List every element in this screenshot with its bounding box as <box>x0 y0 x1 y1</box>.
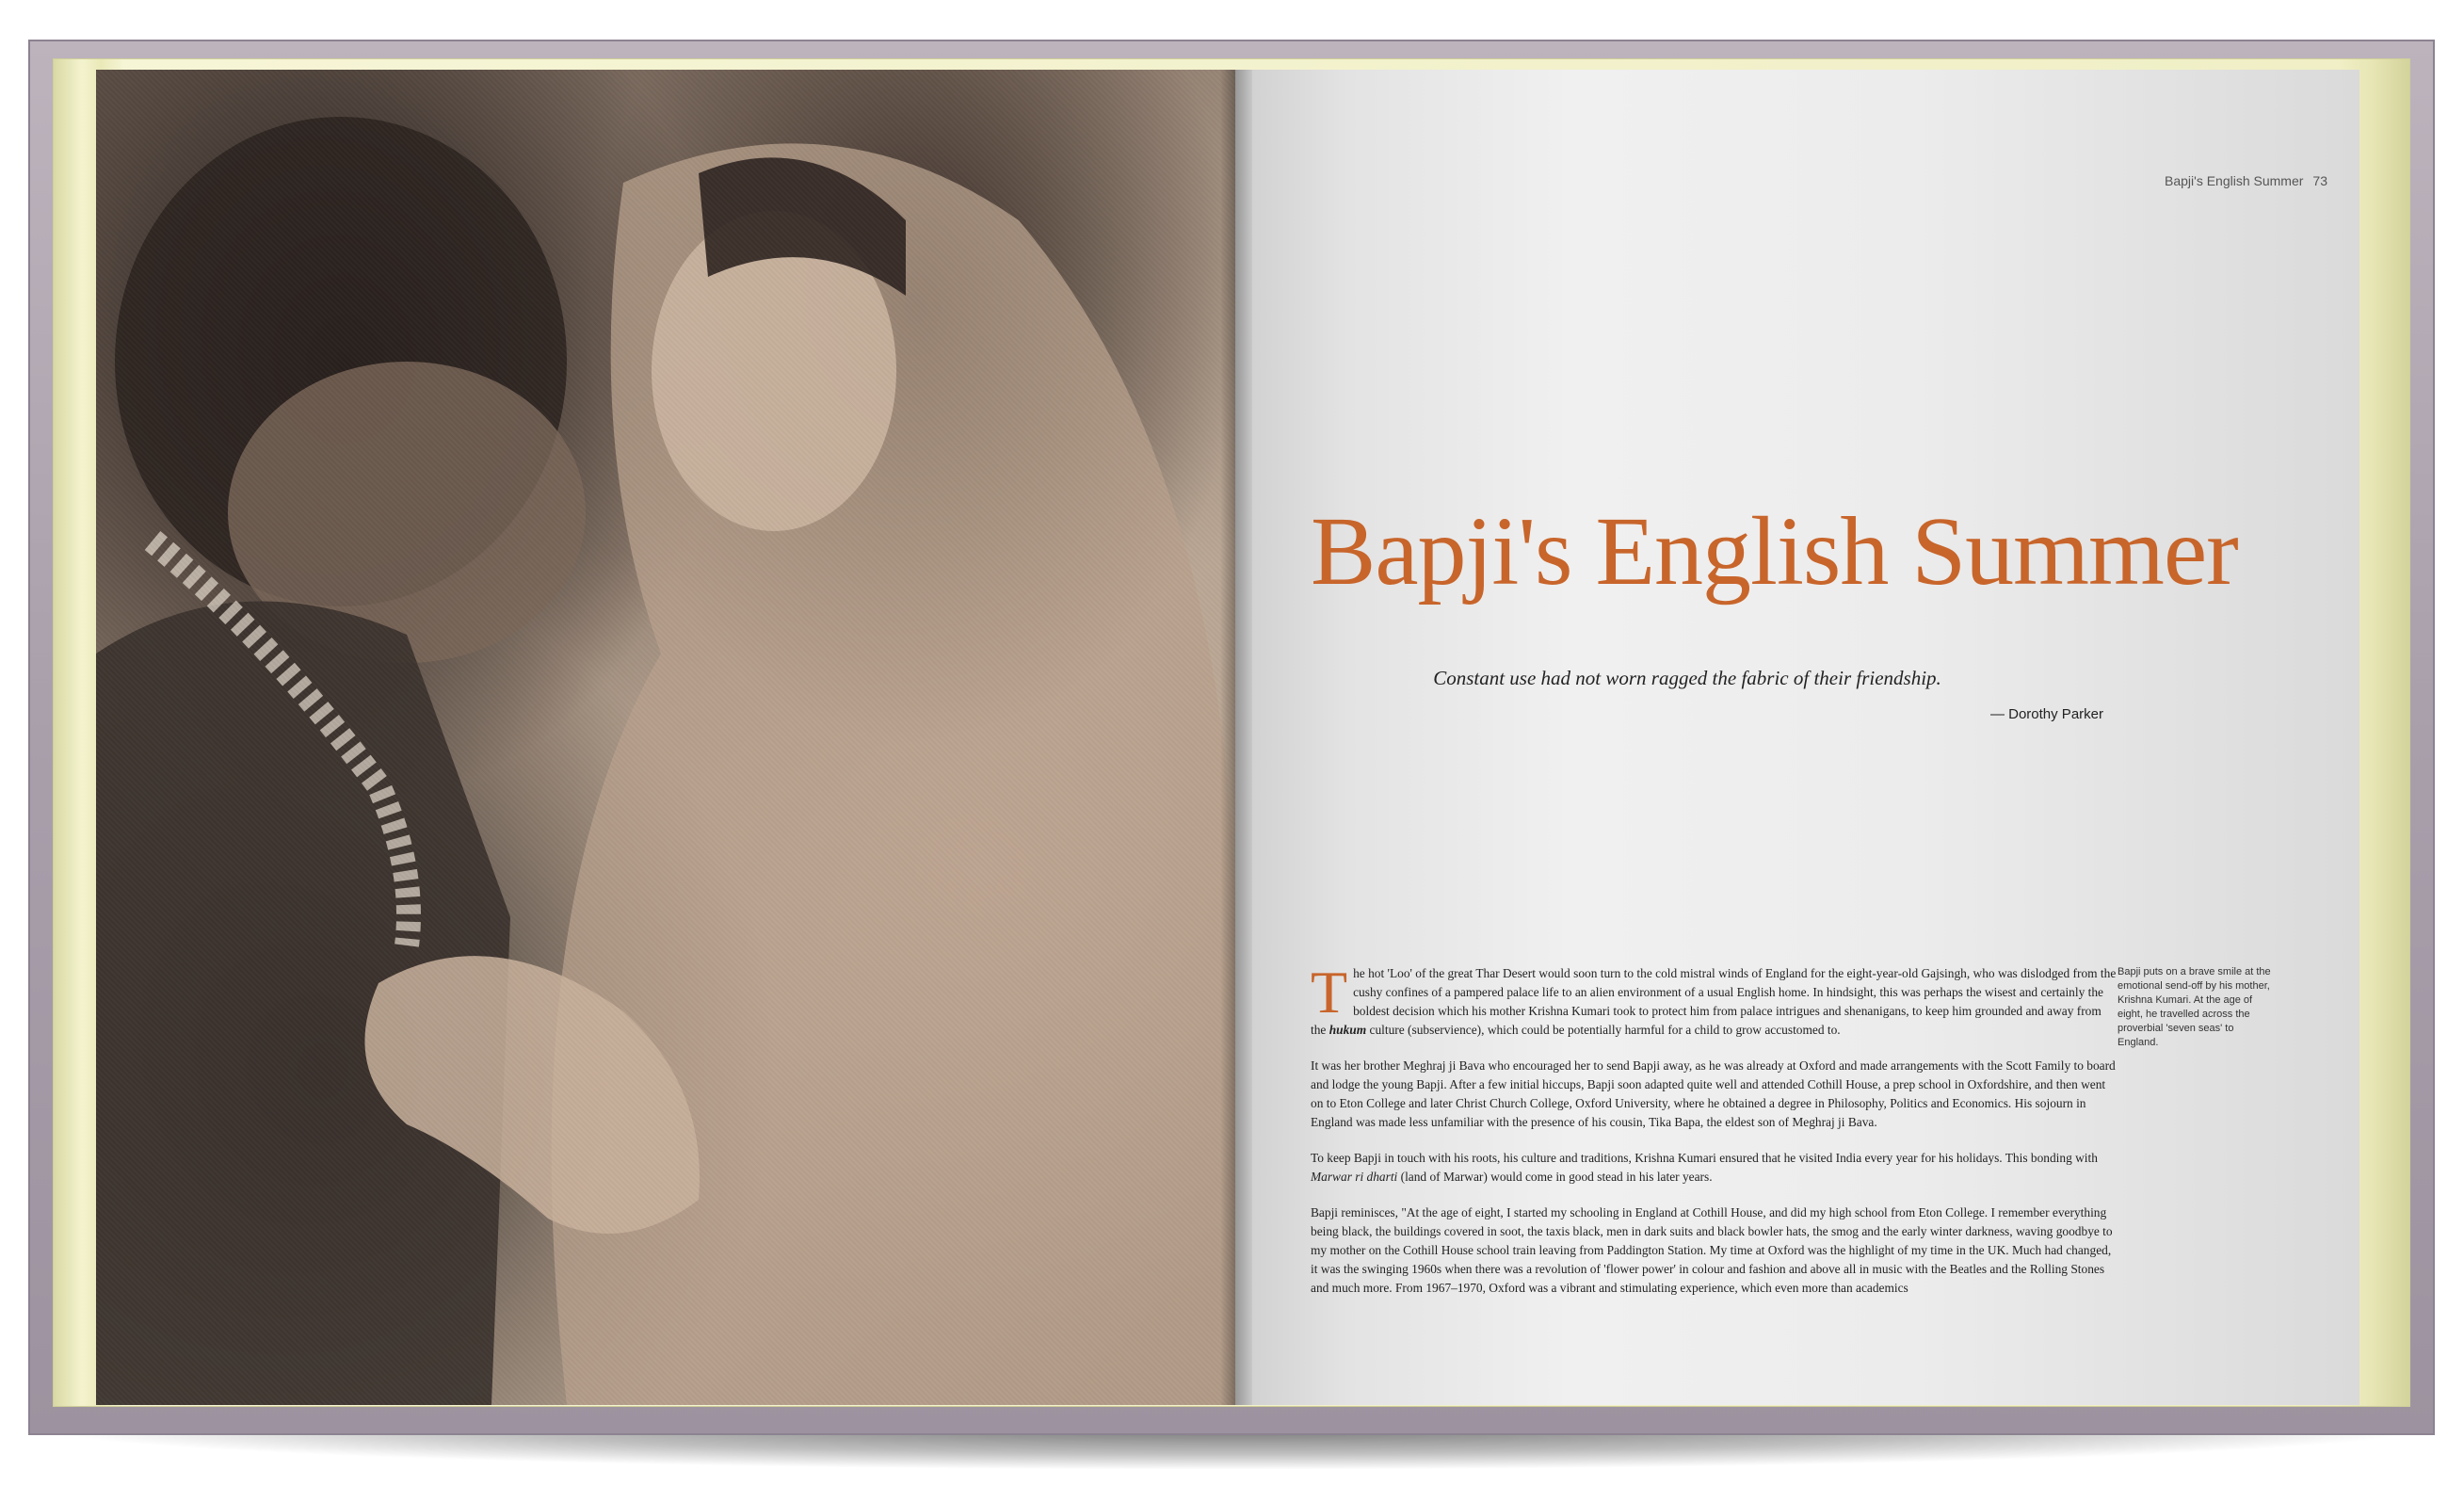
running-head-title: Bapji's English Summer <box>2165 173 2304 188</box>
running-head <box>2064 173 2327 188</box>
paragraph-3-text-b: (land of Marwar) would come in good stead in his later years. <box>1397 1170 1713 1184</box>
drop-cap: T <box>1311 959 1348 1026</box>
photo-caption: Bapji puts on a brave smile at the emotional send-off by his mother, Krishna Kumari. At the age of eight, he travelled across the proverbial 'seven seas' to England. <box>2118 966 2271 1048</box>
paragraph-1 <box>1311 959 2118 1040</box>
paragraph-3-term: Marwar ri dharti <box>1311 1170 1398 1184</box>
photo-grain <box>96 70 1235 1405</box>
book-gutter <box>1220 70 1252 1405</box>
body-text <box>1311 959 2118 1315</box>
paragraph-3-text-a: To keep Bapji in touch with his roots, his culture and traditions, Krishna Kumari ensured that he visited India every year for his holidays. This bonding with <box>1311 1151 2098 1165</box>
epigraph-attribution: — Dorothy Parker <box>1989 706 2103 722</box>
paragraph-1-text-a: he hot 'Loo' of the great Thar Desert would soon turn to the cold mistral winds of England for the eight-year-old Gajsingh, who was dislodged from the cushy confines of a pampered palace life to an alien environment of a usual English home. In hindsight, this was perhaps the wisest and certainly the boldest decision which his mother Krishna Kumari took to protect him from palace intrigues and shenanigans, to keep him grounded and away from the <box>1311 966 2117 1037</box>
left-page <box>96 70 1235 1405</box>
right-page <box>1235 70 2359 1405</box>
paragraph-3 <box>1311 1149 2118 1187</box>
page-number: 73 <box>2312 173 2327 188</box>
paragraph-1-text-b: culture (subservience), which could be potentially harmful for a child to grow accustomed to. <box>1366 1023 1841 1037</box>
paragraph-4: Bapji reminisces, "At the age of eight, I started my schooling in England at Cothill House, and did my high school from Eton College. I remember everything being black, the buildings covered in soot, the taxis black, men in dark suits and black bowler hats, the smog and the early winter darkness, waving goodbye to my mother on the Cothill House school train leaving from Paddington Station. My time at Oxford was the highlight of my time in the UK. Much had changed, it was the swinging 1960s when there was a revolution of 'flower power' in colour and fashion and above all in music with the Beatles and the Rolling Stones and much more. From 1967–1970, Oxford was a vibrant and stimulating experience, which even more than academics <box>1311 1205 2113 1295</box>
chapter-title: Bapji's English Summer <box>1311 497 2238 606</box>
archival-photo-mother-and-son <box>96 70 1235 1405</box>
epigraph-quote: Constant use had not worn ragged the fabric of their friendship. <box>1433 667 1941 689</box>
paragraph-1-term: hukum <box>1329 1023 1367 1037</box>
paragraph-2: It was her brother Meghraj ji Bava who encouraged her to send Bapji away, as he was already at Oxford and made arrangements with the Scott Family to board and lodge the young Bapji. After a few initial hiccups, Bapji soon adapted quite well and attended Cothill House, a prep school in Oxfordshire, and then went on to Eton College and later Christ Church College, Oxford University, where he obtained a degree in Philosophy, Politics and Economics. His sojourn in England was made less unfamiliar with the presence of his cousin, Tika Bapa, the eldest son of Meghraj ji Bava. <box>1311 1058 2116 1129</box>
